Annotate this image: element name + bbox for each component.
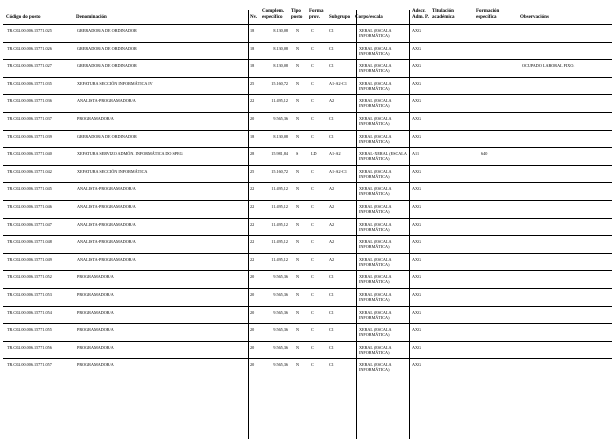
cell-nv: 18	[250, 133, 255, 139]
header-codigo: Código do posto	[6, 15, 41, 20]
cell-forma: C	[311, 221, 314, 227]
cell-forma: C	[311, 256, 314, 262]
cell-nv: 20	[250, 274, 255, 280]
cell-corpo: XERAL (ESCALA INFORMÁTICA)	[359, 80, 392, 91]
cell-nv: 22	[250, 239, 255, 245]
cell-forma: C	[311, 239, 314, 245]
row-divider	[3, 182, 612, 183]
cell-adscr: AXG	[412, 80, 422, 86]
cell-code: TR.C02.00.006.15771.048	[7, 239, 52, 245]
cell-comp: 9.565,36	[273, 362, 288, 368]
row-divider	[3, 24, 612, 25]
cell-code: TR.C02.00.006.15771.052	[7, 274, 52, 280]
cell-corpo: XERAL (ESCALA INFORMÁTICA)	[359, 116, 392, 126]
header-forma-2: prov.	[309, 15, 320, 20]
cell-adscr: AXG	[412, 116, 422, 121]
cell-adscr: AXG	[412, 186, 422, 192]
cell-code: TR.C02.00.006.15771.046	[7, 204, 52, 209]
cell-tipo: N	[296, 221, 300, 227]
cell-forma: C	[311, 98, 314, 104]
row-divider	[3, 270, 612, 271]
cell-forma: C	[311, 327, 314, 333]
column-divider	[356, 10, 357, 439]
cell-sub: A2	[329, 186, 335, 192]
header-corpo: Corpo/escala	[355, 15, 383, 20]
cell-comp: 15.160,72	[271, 168, 288, 174]
cell-sub: A1-A2-C1	[329, 168, 347, 174]
cell-comp: 11.495,12	[271, 239, 288, 245]
cell-tipo: N	[296, 362, 300, 368]
cell-sub: C1	[329, 309, 334, 315]
cell-forma: C	[311, 28, 314, 33]
cell-adscr: AXG	[412, 274, 422, 280]
cell-tipo: N	[296, 256, 300, 262]
header-adscr-2: Adm. P.	[412, 15, 429, 20]
row-divider	[3, 253, 612, 254]
cell-corpo: XERAL (ESCALA INFORMÁTICA)	[359, 133, 392, 144]
cell-forma: C	[311, 133, 314, 139]
cell-adscr: AXG	[412, 344, 422, 350]
cell-sub: A2	[329, 239, 335, 245]
header-adscr-1: Adscr.	[412, 9, 426, 14]
cell-sub: C1	[329, 28, 334, 33]
cell-tipo: N	[296, 204, 300, 209]
cell-den: ANALISTA-PROGRAMADOR/A	[77, 221, 136, 227]
cell-adscr: AXG	[412, 327, 422, 333]
cell-code: TR.C02.00.006.15771.039	[7, 133, 52, 139]
cell-nv: 20	[250, 344, 255, 350]
cell-corpo: XERAL (ESCALA INFORMÁTICA)	[359, 344, 392, 355]
cell-code: TR.C02.00.006.15771.036	[7, 98, 52, 104]
cell-den: PROGRAMADOR/A	[77, 116, 114, 121]
cell-forma: C	[311, 80, 314, 86]
cell-forma: C	[311, 274, 314, 280]
cell-adscr: A11	[412, 151, 420, 157]
cell-adscr: AXG	[412, 239, 422, 245]
cell-adscr: AXG	[412, 256, 422, 262]
cell-code: TR.C02.00.006.15771.057	[7, 362, 52, 368]
cell-den: ANALISTA-PROGRAMADOR/A	[77, 256, 136, 262]
cell-adscr: AXG	[412, 292, 422, 297]
cell-code: TR.C02.00.006.15771.053	[7, 292, 52, 297]
header-complemento-1: Complem.	[262, 9, 285, 14]
column-divider	[248, 10, 249, 439]
cell-obs: OCUPADO LABORAL FIXO.	[522, 63, 575, 69]
row-divider	[3, 130, 612, 131]
cell-adscr: AXG	[412, 133, 422, 139]
cell-adscr: AXG	[412, 362, 422, 368]
cell-corpo: XERAL (ESCALA INFORMÁTICA)	[359, 98, 392, 109]
cell-corpo: XERAL (ESCALA INFORMÁTICA)	[359, 28, 392, 38]
cell-corpo: XERAL (ESCALA INFORMÁTICA)	[359, 309, 392, 320]
cell-forma: C	[311, 292, 314, 297]
cell-comp: 15.981,84	[271, 151, 288, 157]
cell-sub: A2	[329, 256, 335, 262]
cell-code: TR.C02.00.006.15771.056	[7, 344, 52, 350]
cell-tipo: N	[296, 98, 300, 104]
row-divider	[3, 147, 612, 148]
header-formacion-1: Formación	[476, 9, 500, 14]
row-divider	[3, 288, 612, 289]
cell-code: TR.C02.00.006.15771.054	[7, 309, 52, 315]
cell-corpo: XERAL (ESCALA INFORMÁTICA)	[359, 327, 392, 338]
cell-forma: C	[311, 116, 314, 121]
cell-code: TR.C02.00.006.15771.047	[7, 221, 52, 227]
column-divider	[409, 10, 410, 439]
cell-den: PROGRAMADOR/A	[77, 309, 114, 315]
header-nivel: Nv.	[250, 15, 258, 20]
cell-nv: 28	[250, 151, 255, 157]
cell-nv: 22	[250, 221, 255, 227]
cell-forma: C	[311, 63, 314, 69]
cell-sub: C1	[329, 362, 334, 368]
cell-comp: 8.130,08	[273, 28, 288, 33]
cell-comp: 11.495,12	[271, 256, 288, 262]
cell-nv: 22	[250, 204, 255, 209]
cell-adscr: AXG	[412, 45, 422, 51]
row-divider	[3, 112, 612, 113]
cell-tipo: N	[296, 327, 300, 333]
row-divider	[3, 218, 612, 219]
header-complemento-2: específico	[262, 15, 283, 20]
cell-tipo: N	[296, 63, 300, 69]
cell-comp: 11.495,12	[271, 186, 288, 192]
cell-adscr: AXG	[412, 204, 422, 209]
cell-code: TR.C02.00.006.15771.045	[7, 186, 52, 192]
cell-comp: 9.565,36	[273, 116, 288, 121]
cell-corpo: XERAL (ESCALA INFORMÁTICA)	[359, 63, 392, 74]
cell-sub: A1-A2-C1	[329, 80, 347, 86]
cell-tipo: N	[296, 28, 300, 33]
cell-nv: 20	[250, 292, 255, 297]
cell-code: TR.C02.00.006.15771.026	[7, 45, 52, 51]
cell-den: ANALISTA-PROGRAMADOR/A	[77, 204, 136, 209]
row-divider	[3, 94, 612, 95]
cell-nv: 20	[250, 309, 255, 315]
cell-code: TR.C02.00.006.15771.025	[7, 28, 52, 33]
row-divider	[3, 341, 612, 342]
cell-den: XEFATURA SERVIZO ADMÓN. INFORMÁTICA DO SPEG	[77, 151, 183, 157]
cell-forma: C	[311, 309, 314, 315]
cell-den: PROGRAMADOR/A	[77, 274, 114, 280]
cell-sub: C1	[329, 45, 334, 51]
cell-sub: C1	[329, 63, 334, 69]
cell-nv: 25	[250, 168, 255, 174]
cell-comp: 9.565,36	[273, 274, 288, 280]
header-titulacion-2: académica	[432, 15, 455, 20]
cell-forma: C	[311, 362, 314, 368]
cell-den: GRERADOR/A DE ORDINADOR	[77, 133, 137, 139]
row-divider	[3, 323, 612, 324]
cell-sub: A1-A2	[329, 151, 341, 157]
cell-den: PROGRAMADOR/A	[77, 327, 114, 333]
cell-code: TR.C02.00.006.15771.040	[7, 151, 52, 157]
header-forma-1: Forma	[309, 9, 324, 14]
cell-sub: C1	[329, 327, 334, 333]
cell-code: TR.C02.00.006.15771.049	[7, 256, 52, 262]
cell-nv: 18	[250, 28, 255, 33]
cell-tipo: S	[296, 151, 299, 157]
cell-comp: 9.565,36	[273, 344, 288, 350]
cell-nv: 20	[250, 116, 255, 121]
cell-tipo: N	[296, 274, 300, 280]
cell-comp: 9.565,36	[273, 292, 288, 297]
cell-adscr: AXG	[412, 98, 422, 104]
row-divider	[3, 59, 612, 60]
cell-corpo: XERAL (ESCALA INFORMÁTICA)	[359, 186, 392, 197]
cell-tipo: N	[296, 80, 300, 86]
cell-corpo: XERAL-XERAL (ESCALA INFORMÁTICA)	[359, 151, 407, 162]
cell-comp: 11.495,12	[271, 204, 288, 209]
cell-den: PROGRAMADOR/A	[77, 362, 114, 368]
cell-comp: 9.565,36	[273, 327, 288, 333]
cell-den: PROGRAMADOR/A	[77, 292, 114, 297]
cell-den: GRERADOR/A DE ORDINADOR	[77, 28, 137, 33]
cell-tipo: N	[296, 133, 300, 139]
cell-nv: 20	[250, 362, 255, 368]
cell-nv: 25	[250, 80, 255, 86]
cell-corpo: XERAL (ESCALA INFORMÁTICA)	[359, 362, 392, 373]
cell-adscr: AXG	[412, 28, 422, 33]
cell-form: 640	[481, 151, 488, 157]
cell-forma: C	[311, 204, 314, 209]
cell-tipo: N	[296, 45, 300, 51]
cell-corpo: XERAL (ESCALA INFORMÁTICA)	[359, 256, 392, 267]
cell-tipo: N	[296, 309, 300, 315]
row-divider	[3, 42, 612, 43]
cell-comp: 15.160,72	[271, 80, 288, 86]
cell-forma: C	[311, 344, 314, 350]
cell-comp: 11.495,12	[271, 221, 288, 227]
cell-tipo: N	[296, 292, 300, 297]
cell-nv: 22	[250, 186, 255, 192]
cell-sub: A2	[329, 204, 335, 209]
cell-comp: 9.565,36	[273, 309, 288, 315]
cell-forma: C	[311, 45, 314, 51]
cell-tipo: N	[296, 116, 300, 121]
cell-sub: A2	[329, 221, 335, 227]
row-divider	[3, 235, 612, 236]
cell-sub: C1	[329, 133, 334, 139]
cell-tipo: N	[296, 344, 300, 350]
cell-corpo: XERAL (ESCALA INFORMÁTICA)	[359, 45, 392, 56]
header-subgrupo: Subgrupo	[329, 15, 351, 20]
cell-corpo: XERAL (ESCALA INFORMÁTICA)	[359, 221, 392, 232]
header-formacion-2: específica	[476, 15, 497, 20]
cell-sub: C1	[329, 274, 334, 280]
cell-den: ANALISTA-PROGRAMADOR/A	[77, 239, 136, 245]
cell-den: GRERADOR/A DE ORDINADOR	[77, 63, 137, 69]
header-denominacion: Denominación	[76, 15, 107, 20]
cell-corpo: XERAL (ESCALA INFORMÁTICA)	[359, 204, 392, 214]
cell-code: TR.C02.00.006.15771.035	[7, 80, 52, 86]
cell-den: XEFATURA SECCIÓN INFORMÁTICA IV	[77, 80, 153, 86]
row-divider	[3, 306, 612, 307]
cell-forma: C	[311, 186, 314, 192]
cell-corpo: XERAL (ESCALA INFORMÁTICA)	[359, 274, 392, 285]
row-divider	[3, 200, 612, 201]
cell-comp: 8.130,08	[273, 63, 288, 69]
cell-code: TR.C02.00.006.15771.055	[7, 327, 52, 333]
row-divider	[3, 77, 612, 78]
cell-den: GRERADOR/A DE ORDINADOR	[77, 45, 137, 51]
cell-sub: A2	[329, 98, 335, 104]
cell-corpo: XERAL (ESCALA INFORMÁTICA)	[359, 292, 392, 302]
cell-tipo: N	[296, 186, 300, 192]
header-tipo-2: posto	[291, 15, 303, 20]
cell-tipo: N	[296, 168, 300, 174]
cell-tipo: N	[296, 239, 300, 245]
cell-sub: C1	[329, 292, 334, 297]
cell-den: XEFATURA SECCIÓN INFORMÁTICA	[77, 168, 148, 174]
header-observacions: Observacións	[520, 15, 549, 20]
cell-nv: 18	[250, 63, 255, 69]
cell-sub: C1	[329, 344, 334, 350]
cell-comp: 11.495,12	[271, 98, 288, 104]
cell-adscr: AXG	[412, 309, 422, 315]
cell-comp: 8.130,08	[273, 133, 288, 139]
cell-sub: C1	[329, 116, 334, 121]
cell-forma: LD	[311, 151, 317, 157]
header-tipo-1: Tipo	[291, 9, 301, 14]
cell-corpo: XERAL (ESCALA INFORMÁTICA)	[359, 239, 392, 250]
cell-adscr: AXG	[412, 168, 422, 174]
cell-den: ANALISTA-PROGRAMADOR/A	[77, 186, 136, 192]
cell-den: PROGRAMADOR/A	[77, 344, 114, 350]
cell-corpo: XERAL (ESCALA INFORMÁTICA)	[359, 168, 392, 179]
cell-nv: 18	[250, 45, 255, 51]
cell-comp: 8.130,08	[273, 45, 288, 51]
cell-code: TR.C02.00.006.15771.042	[7, 168, 52, 174]
cell-nv: 20	[250, 327, 255, 333]
cell-nv: 22	[250, 98, 255, 104]
header-titulacion-1: Titulación	[432, 9, 454, 14]
cell-forma: C	[311, 168, 314, 174]
cell-nv: 22	[250, 256, 255, 262]
cell-adscr: AXG	[412, 63, 422, 69]
row-divider	[3, 165, 612, 166]
cell-den: ANALISTA-PROGRAMADOR/A	[77, 98, 136, 104]
cell-adscr: AXG	[412, 221, 422, 227]
row-divider	[3, 358, 612, 359]
cell-code: TR.C02.00.006.15771.027	[7, 63, 52, 69]
cell-code: TR.C02.00.006.15771.037	[7, 116, 52, 121]
